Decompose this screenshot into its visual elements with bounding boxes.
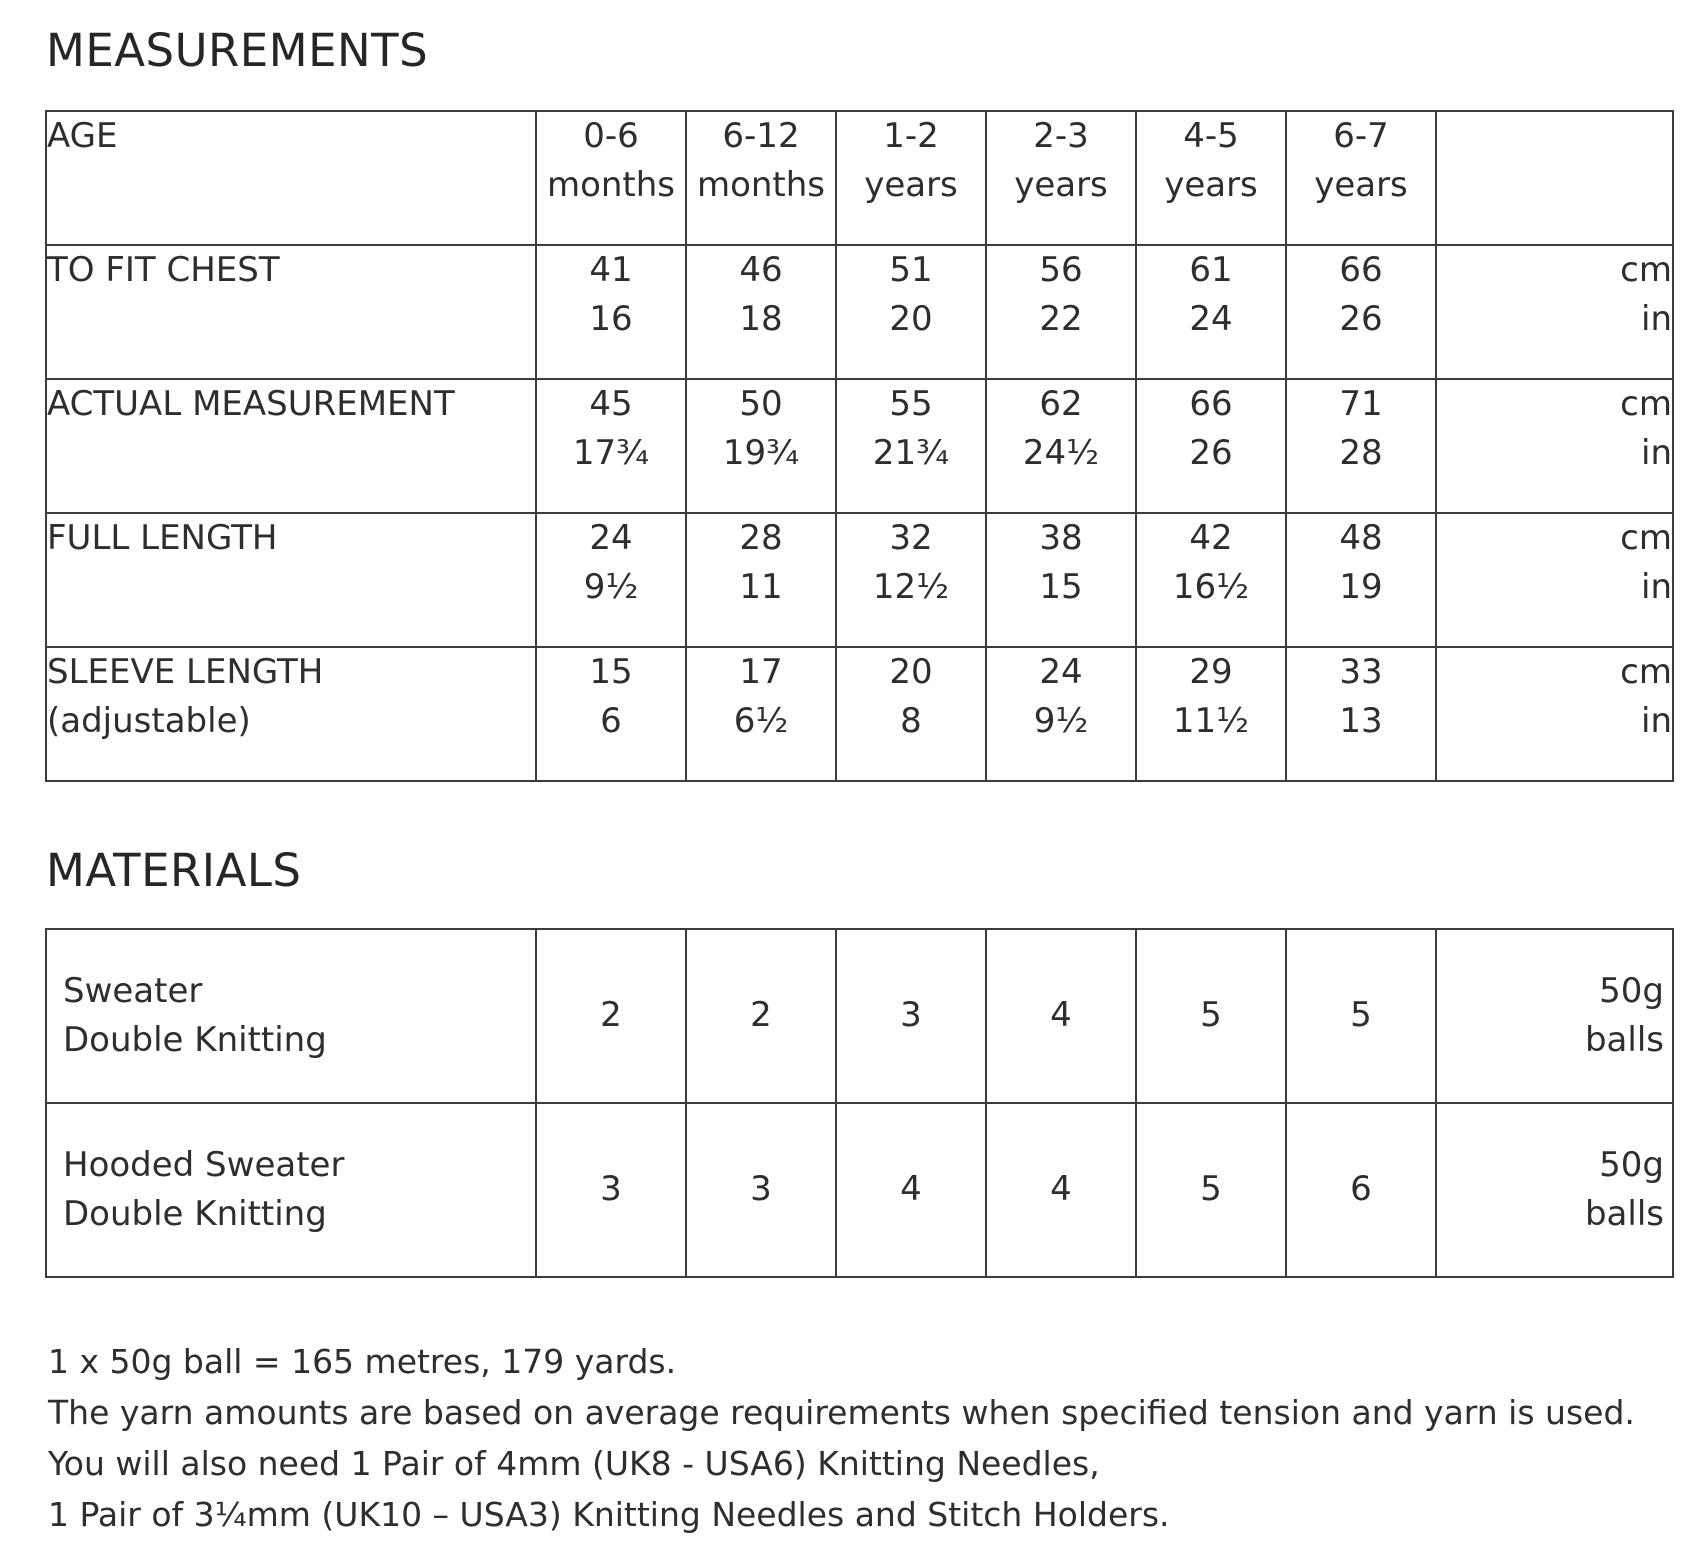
table-cell: 42 16½	[1136, 513, 1286, 647]
table-cell: 3	[686, 1103, 836, 1277]
measurements-row-actual-measurement	[46, 379, 1673, 513]
row-label: FULL LENGTH	[46, 513, 536, 647]
table-cell: 28 11	[686, 513, 836, 647]
measurements-row-sleeve-length	[46, 647, 1673, 781]
unit-cell: 50g balls	[1436, 929, 1673, 1103]
table-cell: 4	[836, 1103, 986, 1277]
table-cell: 6-12 months	[686, 111, 836, 245]
table-cell: 4	[986, 929, 1136, 1103]
table-cell: 71 28	[1286, 379, 1436, 513]
materials-heading: MATERIALS	[46, 844, 302, 897]
table-cell: 24 9½	[986, 647, 1136, 781]
table-cell: 50 19¾	[686, 379, 836, 513]
table-cell: 3	[536, 1103, 686, 1277]
table-cell: 15 6	[536, 647, 686, 781]
table-cell: 6	[1286, 1103, 1436, 1277]
materials-row-sweater	[46, 929, 1673, 1103]
measurements-row-to-fit-chest	[46, 245, 1673, 379]
unit-cell: cm in	[1436, 245, 1673, 379]
row-label: SLEEVE LENGTH (adjustable)	[46, 647, 536, 781]
table-cell: 41 16	[536, 245, 686, 379]
note-line: 1 x 50g ball = 165 metres, 179 yards.	[48, 1342, 677, 1381]
unit-cell	[1436, 111, 1673, 245]
table-cell: 45 17¾	[536, 379, 686, 513]
table-cell: 56 22	[986, 245, 1136, 379]
row-label: Hooded Sweater Double Knitting	[46, 1103, 536, 1277]
table-cell: 5	[1136, 1103, 1286, 1277]
row-label: TO FIT CHEST	[46, 245, 536, 379]
unit-cell: cm in	[1436, 513, 1673, 647]
table-cell: 4	[986, 1103, 1136, 1277]
table-cell: 2	[536, 929, 686, 1103]
materials-table	[45, 928, 1674, 1278]
table-cell: 46 18	[686, 245, 836, 379]
table-cell: 66 26	[1286, 245, 1436, 379]
note-line: 1 Pair of 3¼mm (UK10 – USA3) Knitting Needles and Stitch Holders.	[48, 1495, 1170, 1534]
unit-cell: cm in	[1436, 647, 1673, 781]
yarn-notes	[48, 1336, 1635, 1540]
measurements-table	[45, 110, 1674, 782]
table-cell: 20 8	[836, 647, 986, 781]
row-label: ACTUAL MEASUREMENT	[46, 379, 536, 513]
table-cell: 29 11½	[1136, 647, 1286, 781]
materials-row-hooded-sweater	[46, 1103, 1673, 1277]
table-cell: 62 24½	[986, 379, 1136, 513]
table-cell: 2-3 years	[986, 111, 1136, 245]
note-line: The yarn amounts are based on average requirements when specified tension and yarn is used.	[48, 1393, 1635, 1432]
table-cell: 55 21¾	[836, 379, 986, 513]
measurements-row-full-length	[46, 513, 1673, 647]
table-cell: 6-7 years	[1286, 111, 1436, 245]
table-cell: 5	[1286, 929, 1436, 1103]
note-line: You will also need 1 Pair of 4mm (UK8 - USA6) Knitting Needles,	[48, 1444, 1100, 1483]
table-cell: 61 24	[1136, 245, 1286, 379]
measurements-row-age	[46, 111, 1673, 245]
row-label: Sweater Double Knitting	[46, 929, 536, 1103]
table-cell: 32 12½	[836, 513, 986, 647]
table-cell: 5	[1136, 929, 1286, 1103]
table-cell: 3	[836, 929, 986, 1103]
table-cell: 4-5 years	[1136, 111, 1286, 245]
table-cell: 48 19	[1286, 513, 1436, 647]
table-cell: 66 26	[1136, 379, 1286, 513]
table-cell: 1-2 years	[836, 111, 986, 245]
table-cell: 2	[686, 929, 836, 1103]
row-label: AGE	[46, 111, 536, 245]
table-cell: 51 20	[836, 245, 986, 379]
table-cell: 0-6 months	[536, 111, 686, 245]
unit-cell: 50g balls	[1436, 1103, 1673, 1277]
table-cell: 24 9½	[536, 513, 686, 647]
table-cell: 33 13	[1286, 647, 1436, 781]
table-cell: 38 15	[986, 513, 1136, 647]
unit-cell: cm in	[1436, 379, 1673, 513]
measurements-heading: MEASUREMENTS	[46, 24, 429, 77]
table-cell: 17 6½	[686, 647, 836, 781]
